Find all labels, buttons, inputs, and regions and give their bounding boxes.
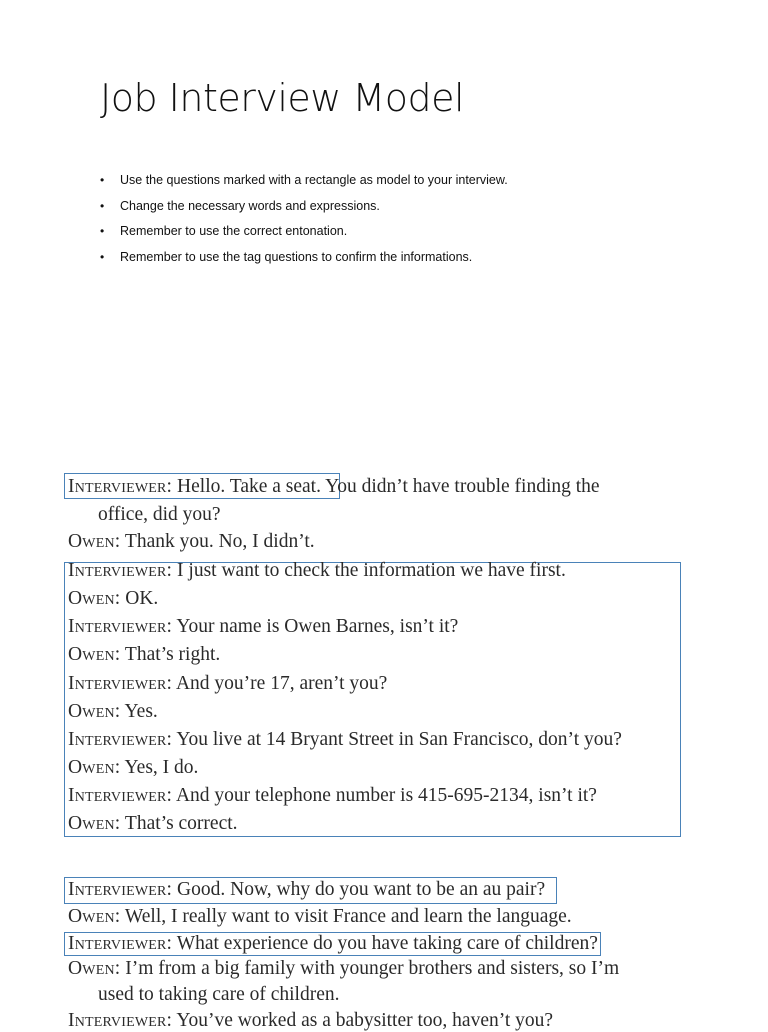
speaker-label: Owen: [68, 531, 121, 552]
line-text: Good. Now, why do you want to be an au pair? [172, 879, 546, 900]
speaker-label: Owen: [68, 958, 121, 979]
line-text: And your telephone number is 415-695-2134, isn’t it? [172, 785, 597, 806]
speaker-label: Owen: [68, 644, 121, 665]
speaker-label: Owen: [68, 701, 121, 722]
speaker-label: Owen: [68, 813, 121, 834]
speaker-label: Owen: [68, 588, 121, 609]
dialogue-line [68, 531, 315, 553]
dialogue-line [68, 701, 158, 723]
page-title: Job Interview Model [100, 76, 465, 120]
line-text: Your name is Owen Barnes, isn’t it? [172, 616, 459, 637]
dialogue-line [98, 504, 221, 526]
speaker-label: Interviewer: [68, 476, 173, 497]
line-text: You live at 14 Bryant Street in San Francisco, don’t you? [172, 729, 622, 750]
dialogue-line [68, 785, 597, 807]
dialogue-line [68, 958, 619, 980]
dialogue-line [68, 476, 600, 498]
dialogue-line [68, 933, 598, 955]
speaker-label: Interviewer: [68, 879, 173, 900]
line-text: I’m from a big family with younger brothers and sisters, so I’m [120, 958, 620, 979]
line-text: You’ve worked as a babysitter too, haven’t you? [172, 1010, 554, 1031]
line-text: OK. [120, 588, 159, 609]
speaker-label: Owen: [68, 906, 121, 927]
speaker-label: Interviewer: [68, 785, 173, 806]
dialogue-line [68, 616, 458, 638]
line-text: used to taking care of children. [98, 984, 340, 1005]
dialogue-line [68, 729, 622, 751]
dialogue-line [68, 673, 387, 695]
dialogue-line [68, 813, 238, 835]
dialogue-line [68, 1010, 553, 1032]
line-text: That’s right. [120, 644, 221, 665]
speaker-label: Interviewer: [68, 933, 173, 954]
line-text: I just want to check the information we have first. [172, 560, 566, 581]
speaker-label: Interviewer: [68, 1010, 173, 1031]
speaker-label: Interviewer: [68, 560, 173, 581]
dialogue-line [68, 644, 220, 666]
speaker-label: Interviewer: [68, 616, 173, 637]
line-text: Yes, I do. [120, 757, 199, 778]
dialogue-line [68, 757, 198, 779]
line-text: office, did you? [98, 504, 221, 525]
dialogue-line [68, 588, 158, 610]
instruction-item: • Remember to use the correct entonation. [100, 221, 508, 247]
speaker-label: Interviewer: [68, 673, 173, 694]
dialogue-line [68, 879, 545, 901]
line-text: That’s correct. [120, 813, 238, 834]
speaker-label: Owen: [68, 757, 121, 778]
instruction-item: • Change the necessary words and expressions. [100, 196, 508, 222]
line-text: Thank you. No, I didn’t. [120, 531, 315, 552]
line-text: Hello. Take a seat. You didn’t have trouble finding the [172, 476, 600, 497]
instruction-item: • Use the questions marked with a rectangle as model to your interview. [100, 170, 508, 196]
line-text: Well, I really want to visit France and learn the language. [120, 906, 572, 927]
dialogue-line [68, 906, 572, 928]
dialogue-line [98, 984, 340, 1006]
speaker-label: Interviewer: [68, 729, 173, 750]
line-text: And you’re 17, aren’t you? [172, 673, 388, 694]
instruction-item: • Remember to use the tag questions to confirm the informations. [100, 247, 508, 273]
dialogue-line [68, 560, 566, 582]
line-text: What experience do you have taking care of children? [172, 933, 598, 954]
line-text: Yes. [120, 701, 158, 722]
